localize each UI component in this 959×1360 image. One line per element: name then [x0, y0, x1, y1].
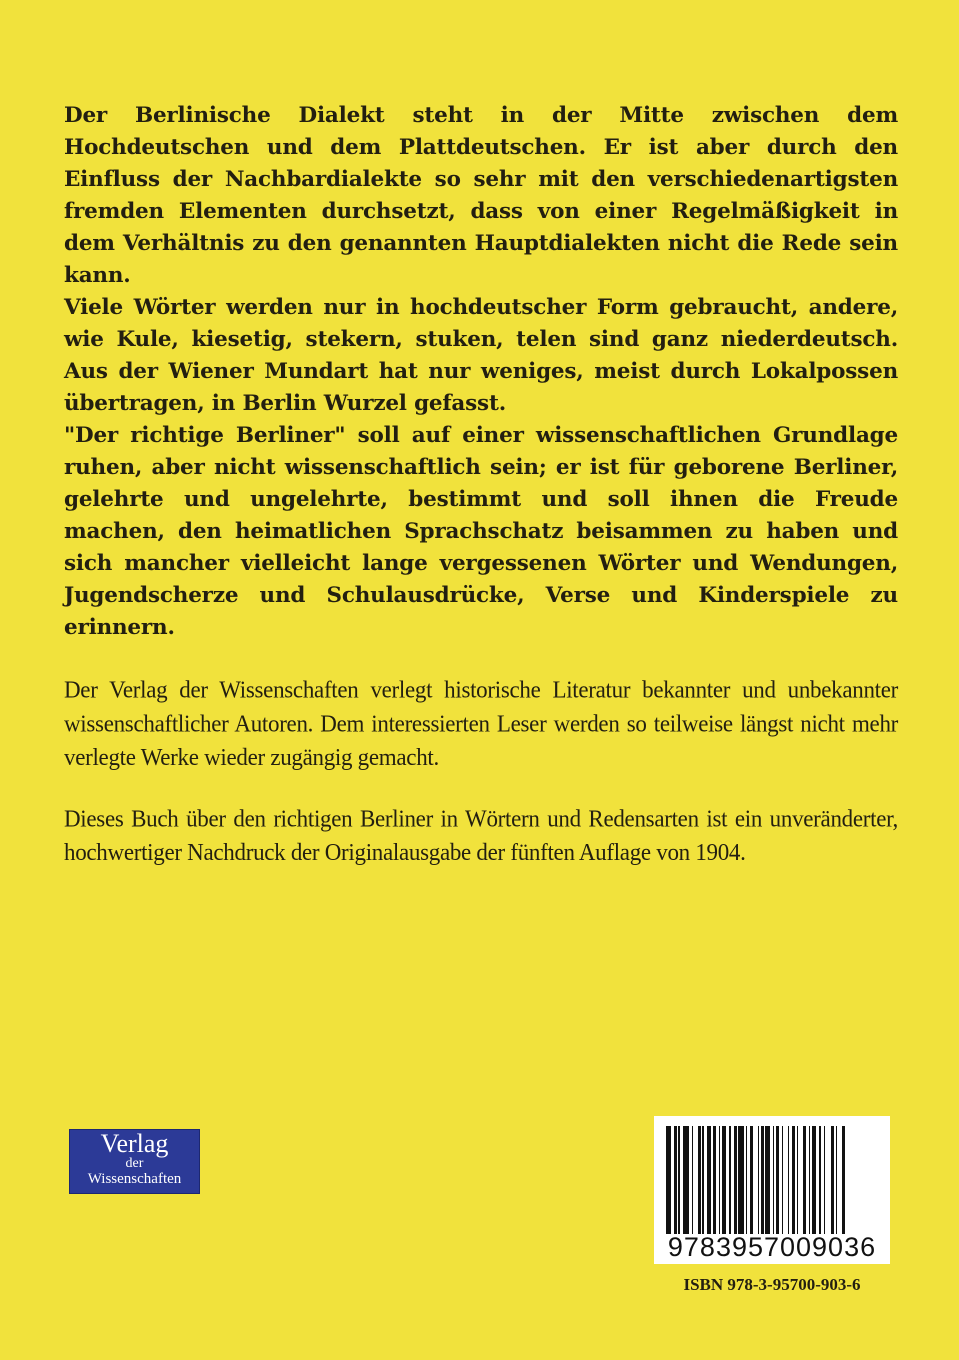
paragraph-reprint-note: Dieses Buch über den richtigen Berliner in Wörtern und Redensarten ist ein unveränderter, hochwertiger Nachdruck der Originalausgabe der fünften Auflage von 1904. — [64, 805, 898, 866]
barcode-digits: 9783957009036 — [667, 1232, 877, 1262]
spacer — [64, 644, 898, 676]
spacer — [64, 772, 898, 804]
paragraph-book-purpose: "Der richtige Berliner" soll auf einer wissenschaftlichen Grundlage ruhen, aber nicht wissenschaftlich sein; er ist für geborene Berliner, gelehrte und ungelehrte, bestimmt und soll ihnen die Freude machen, den heimatlichen Sprachschatz beisammen zu haben und sich mancher vielleicht lange vergessenen Wörter und Wendungen, Jugendscherze und Schulausdrücke, Verse und Kinderspiele zu erinnern. — [64, 423, 898, 640]
logo-line-wissenschaften: Wissenschaften — [87, 1171, 182, 1187]
paragraph-dialect-intro: Der Berlinische Dialekt steht in der Mitte zwischen dem Hochdeutschen und dem Plattdeutschen. Er ist aber durch den Einfluss der Nachbardialekte so sehr mit den verschiedenartigsten fremden Elementen durchsetzt, dass von einer Regelmäßigkeit in dem Verhältnis zu den genannten Hauptdialekten nicht die Rede sein kann. — [64, 103, 898, 288]
barcode-bars — [666, 1126, 878, 1234]
blurb-text — [64, 100, 898, 868]
logo-line-verlag: Verlag — [100, 1129, 169, 1158]
paragraph-vocabulary: Viele Wörter werden nur in hochdeutscher Form gebraucht, andere, wie Kule, kiesetig, stekern, stuken, telen sind ganz niederdeutsch. Aus der Wiener Mundart hat nur weniges, meist durch Lokalpossen übertragen, in Berlin Wurzel gefasst. — [64, 295, 898, 416]
paragraph-publisher: Der Verlag der Wissenschaften verlegt historische Literatur bekannter und unbekannter wissenschaftlicher Autoren. Dem interessierten Leser werden so teilweise längst nicht mehr verlegte Werke wieder zugängig gemacht. — [64, 676, 898, 771]
publisher-logo — [69, 1129, 200, 1194]
isbn-label: ISBN 978-3-95700-903-6 — [683, 1275, 861, 1294]
barcode — [654, 1116, 890, 1264]
logo-line-der: der — [125, 1156, 144, 1171]
